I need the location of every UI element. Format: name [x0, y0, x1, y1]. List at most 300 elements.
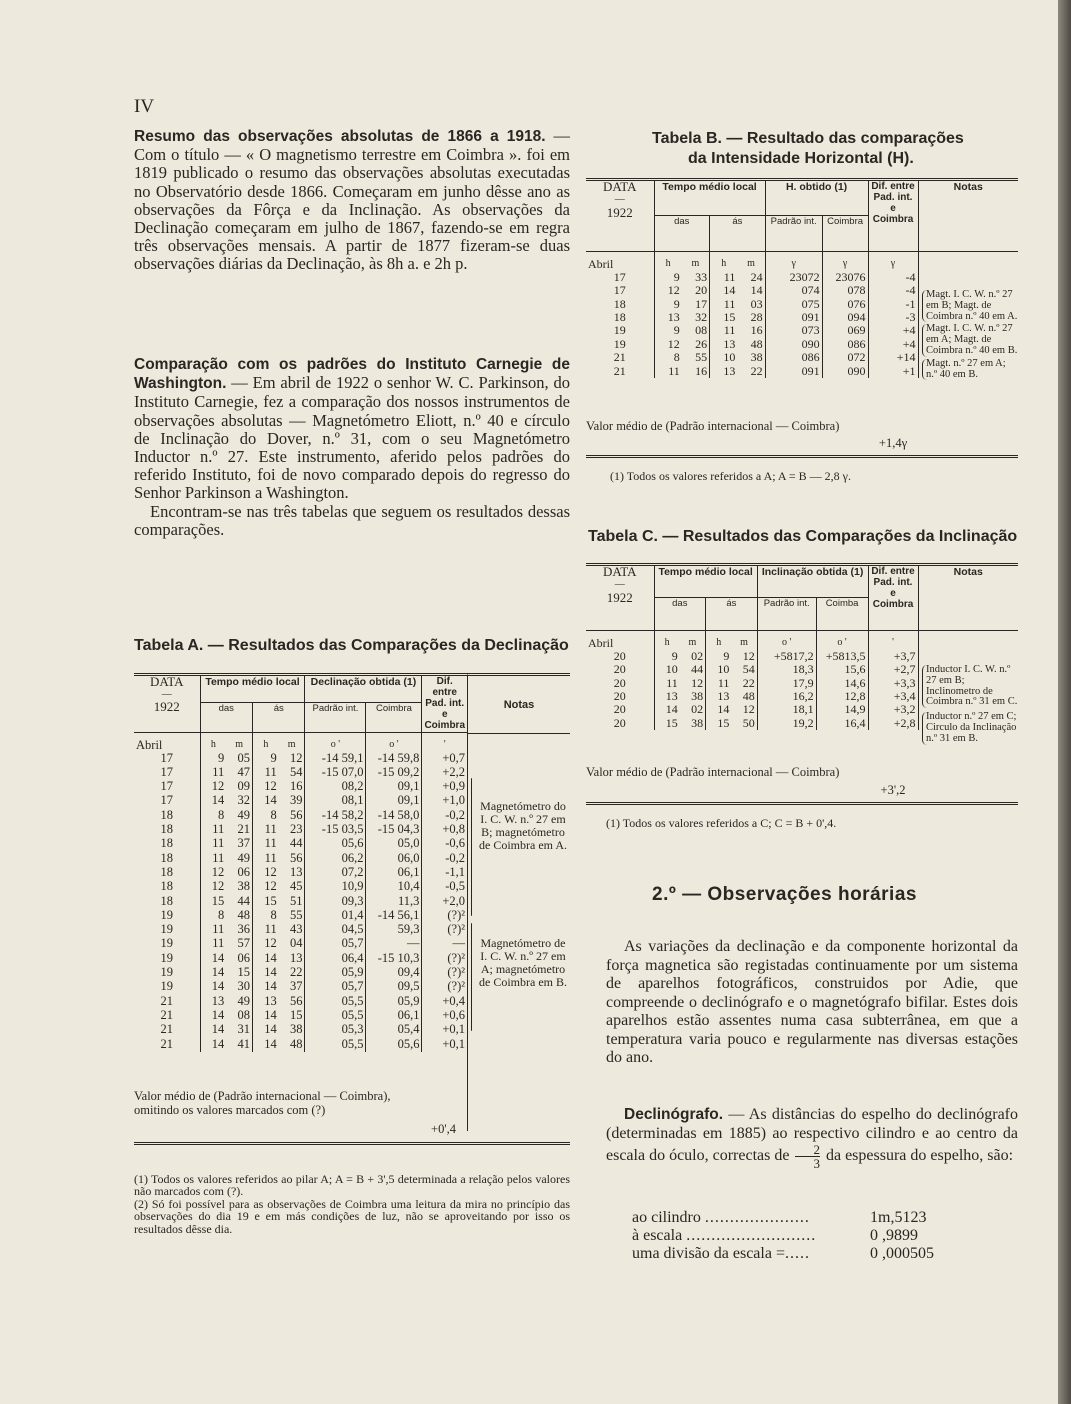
- col-coimbra: Coimbra: [822, 216, 868, 252]
- value-cell: -0,6: [422, 837, 467, 851]
- value-cell: —: [366, 937, 422, 951]
- value-cell: 30: [237, 979, 250, 994]
- value-cell: 48: [237, 907, 250, 922]
- value-cell: 08: [237, 1007, 250, 1022]
- value-cell: 8: [200, 909, 226, 923]
- value-cell: (?)²: [422, 909, 467, 923]
- value-cell: 23076: [822, 271, 868, 284]
- table-b: [586, 178, 1018, 378]
- value-cell: 076: [822, 298, 868, 311]
- col-notas: Notas: [503, 698, 535, 711]
- value-cell: -14 58,0: [366, 809, 422, 823]
- value-cell: 8: [252, 809, 278, 823]
- value-cell: 10: [654, 663, 680, 676]
- table-row: [134, 966, 467, 980]
- value-cell: 10: [710, 351, 738, 364]
- value-cell: 05: [237, 750, 250, 765]
- value-cell: 14,9: [816, 703, 868, 716]
- units-row: [586, 631, 1018, 650]
- value-cell: 05,7: [305, 937, 366, 951]
- table-c-valor-medio-value: +3',2: [880, 783, 906, 797]
- value-cell: 08: [695, 323, 708, 338]
- value-cell: 13: [252, 995, 278, 1009]
- value-cell: 14: [200, 952, 226, 966]
- col-coimbra: Coimbra: [366, 703, 422, 733]
- value-cell: 05,0: [366, 837, 422, 851]
- value-cell: -3: [868, 311, 918, 324]
- table-row: [134, 980, 467, 994]
- value-cell: 11: [252, 852, 278, 866]
- day-cell: 18: [160, 850, 173, 865]
- comparacao-text: — Em abril de 1922 o senhor W. C. Parkinson, do Instituto Carnegie, fez a comparação dos nossos instrumentos de observações absolutas — Magnetómetro Eliott, n.º 40 e círculo de Inclinação do Dover, n.º 31, com o seu Magnetómetro Inductor n.º 27. Este instrumento, aferido pelos padrões do referido Instituto, foi de novo comparado depois do regresso do Senhor Parkinson a Washington.: [134, 373, 571, 503]
- notes-cell: [918, 271, 1018, 284]
- value-cell: 38: [237, 879, 250, 894]
- table-a-valor-medio: Valor médio de (Padrão internacional — Coimbra), omitindo os valores marcados com (?): [134, 1089, 391, 1117]
- value-cell: 9: [200, 752, 226, 766]
- value-cell: 33: [695, 269, 708, 284]
- value-cell: 16,4: [816, 717, 868, 730]
- resumo-paragraph: [134, 127, 570, 274]
- value-cell: 05,6: [366, 1038, 422, 1052]
- table-row: [586, 271, 1018, 284]
- unit-label: m: [688, 637, 697, 648]
- value-cell: 56: [289, 850, 303, 865]
- value-cell: 06,1: [366, 1009, 422, 1023]
- table-a-note-1: Magnetómetro do I. C. W. n.º 27 em B; magnetómetro de Coimbra em A.: [479, 799, 567, 852]
- col-dif: Dif. entre Pad. int. e Coimbra: [868, 565, 918, 631]
- col-obt: Inclinação obtida (1): [757, 565, 868, 598]
- value-cell: 8: [654, 351, 682, 364]
- table-c-note-2: Inductor n.º 27 em C; Circulo da Inclinação n.º 31 em B.: [922, 712, 1018, 744]
- value-cell: 14: [200, 1023, 226, 1037]
- table-b-note-1: Magt. I. C. W. n.º 27 em B; Magt. de Coimbra n.º 40 em A.: [922, 290, 1018, 322]
- units-row: [134, 733, 467, 752]
- day-cell: 21: [160, 1022, 173, 1037]
- value-cell: +4: [868, 324, 918, 337]
- value-cell: 11: [654, 677, 680, 690]
- month-label: Abril: [588, 636, 614, 650]
- table-b-grid: DATA — 1922 Tempo médio local H. obtido (1) Dif. entre Pad. int. e Coimbra Notas das ás Padrão int. Coimbra Abril h m h m γ γ γ 17 9 33 11 24 23072 23076 -4 17 12 20 14 14 074 078 -4 18 9 17 11 03 075 076 -1 18 13 32 15 28 091 094 -3 19 9 08 11 16 073 069 +4 19 12 26 13 48 090 086 +4 21 8 55 10 38 086 072 +14 21 11 16 13 22 091 090 +1: [586, 178, 1018, 378]
- value-cell: 05,5: [305, 1038, 366, 1052]
- value-cell: 12: [252, 937, 278, 951]
- value-cell: 48: [289, 1036, 303, 1051]
- table-c-caption: Tabela C. — Resultados das Comparações da Inclinação: [588, 528, 1018, 545]
- value-cell: 10,4: [366, 880, 422, 894]
- table-b-caption: [652, 129, 982, 169]
- value-cell: 12: [200, 866, 226, 880]
- comparacao-heading: Comparação com os padrões do Instituto Carnegie de Washington.: [134, 356, 570, 393]
- value-cell: 12: [200, 780, 226, 794]
- value-cell: 14: [706, 703, 732, 716]
- value-cell: 11: [710, 324, 738, 337]
- value-cell: 12: [252, 880, 278, 894]
- table-a-notes-column: [467, 673, 570, 1131]
- value-cell: (?)²: [422, 923, 467, 937]
- value-cell: 49: [237, 807, 250, 822]
- value-cell: -0,2: [422, 809, 467, 823]
- declinografo-section: [606, 1105, 1018, 1170]
- table-a-footnote-1: (1) Todos os valores referidos ao pilar A; A = B + 3',5 determinada a relação pelos valores não marcados com (?).: [134, 1172, 570, 1199]
- unit-label: m: [691, 258, 700, 269]
- value-cell: 05,9: [305, 966, 366, 980]
- unit-label: m: [235, 739, 243, 750]
- value-cell: 57: [237, 936, 250, 951]
- units-row: [586, 252, 1018, 271]
- value-cell: -0,2: [422, 852, 467, 866]
- value-cell: 05,5: [305, 995, 366, 1009]
- value-cell: 32: [237, 793, 250, 808]
- value-cell: 06,1: [366, 866, 422, 880]
- unit-label: γ: [868, 252, 918, 271]
- table-a-valor-medio-value: +0',4: [431, 1122, 456, 1136]
- value-cell: +2,8: [868, 717, 918, 730]
- value-cell: -14 56,1: [366, 909, 422, 923]
- fraction-denominator: 3: [813, 1156, 820, 1171]
- value-cell: 090: [822, 365, 868, 378]
- table-row: [134, 1038, 467, 1052]
- day-cell: 21: [160, 1036, 173, 1051]
- value-cell: 51: [289, 893, 303, 908]
- value-cell: 14: [252, 952, 278, 966]
- value-cell: -4: [868, 271, 918, 284]
- unit-label: h: [200, 733, 226, 752]
- table-c-footnote: (1) Todos os valores referidos a C; C = B + 0',4.: [606, 816, 837, 830]
- col-tempo: Tempo médio local: [200, 675, 305, 703]
- value-cell: 09,4: [366, 966, 422, 980]
- value-cell: 44: [289, 836, 303, 851]
- col-year: 1922: [606, 589, 633, 605]
- day-cell: 17: [613, 269, 626, 284]
- value-cell: 11: [200, 852, 226, 866]
- value-cell: +5813,5: [816, 650, 868, 663]
- value-cell: 22: [289, 965, 303, 980]
- constant-value: 0 ,9899: [870, 1227, 918, 1244]
- value-cell: 37: [289, 979, 303, 994]
- value-cell: 38: [289, 1022, 303, 1037]
- col-notas: Notas: [918, 565, 1018, 631]
- table-row: [134, 794, 467, 808]
- value-cell: 54: [289, 764, 303, 779]
- value-cell: +2,7: [868, 663, 918, 676]
- col-das: das: [200, 703, 252, 733]
- day-cell: 18: [613, 296, 626, 311]
- value-cell: (?)²: [422, 966, 467, 980]
- value-cell: 05,4: [366, 1023, 422, 1037]
- value-cell: +1: [868, 365, 918, 378]
- value-cell: 086: [822, 338, 868, 351]
- value-cell: (?)²: [422, 980, 467, 994]
- value-cell: +3,2: [868, 703, 918, 716]
- day-cell: 18: [160, 836, 173, 851]
- value-cell: 06: [237, 950, 250, 965]
- value-cell: 05,6: [305, 837, 366, 851]
- table-row: [134, 952, 467, 966]
- value-cell: -15 04,3: [366, 823, 422, 837]
- value-cell: 01,4: [305, 909, 366, 923]
- value-cell: 09,3: [305, 895, 366, 909]
- table-row: [134, 923, 467, 937]
- horarias-paragraph: As variações da declinação e da componente horizontal da força magnetica são registadas continuamente por um sistema de aparelhos fotográficos, construidos por Adie, que compreende o declinógrafo e o magnetógrafo bifilar. Estes dois aparelhos estão assentes numa casa subterrânea, em que a temperatura varia pouco e regularmente nas diversas estações do ano.: [606, 938, 1018, 1066]
- col-das: das: [654, 598, 706, 631]
- day-cell: 21: [613, 363, 626, 378]
- value-cell: 05,5: [305, 1009, 366, 1023]
- value-cell: -4: [868, 284, 918, 297]
- value-cell: 11: [252, 923, 278, 937]
- value-cell: 14: [200, 966, 226, 980]
- day-cell: 20: [613, 662, 626, 677]
- declinografo-text-after: da: [825, 1147, 842, 1165]
- day-cell: 18: [160, 893, 173, 908]
- value-cell: 9: [654, 271, 682, 284]
- value-cell: —: [422, 937, 467, 951]
- value-cell: 090: [765, 338, 822, 351]
- comparacao-section: [134, 355, 570, 539]
- comparacao-paragraph-2: Encontram-se nas três tabelas que seguem os resultados dessas comparações.: [134, 501, 570, 539]
- value-cell: 11: [252, 766, 278, 780]
- value-cell: 31: [237, 1022, 250, 1037]
- value-cell: 14: [252, 1038, 278, 1052]
- value-cell: +0,1: [422, 1038, 467, 1052]
- col-data: DATA: [602, 564, 637, 579]
- col-coimbra: Coimba: [816, 598, 868, 631]
- table-b-note-3: Magt. n.º 27 em A; n.º 40 em B.: [922, 359, 1018, 381]
- value-cell: -14 59,1: [305, 752, 366, 766]
- resumo-section: [134, 127, 570, 274]
- table-c: [586, 563, 1018, 744]
- value-cell: 26: [695, 336, 708, 351]
- value-cell: 14: [710, 284, 738, 297]
- col-data: DATA: [149, 674, 184, 689]
- value-cell: 08,2: [305, 780, 366, 794]
- table-c-notes: [922, 665, 1018, 745]
- value-cell: 10: [706, 663, 732, 676]
- fraction-numerator: 2: [795, 1143, 820, 1157]
- value-cell: 55: [289, 907, 303, 922]
- table-b-caption-line-2: da Intensidade Horizontal (H).: [688, 150, 914, 167]
- constant-label: à escala ..........................: [632, 1227, 817, 1244]
- value-cell: 17,9: [757, 677, 816, 690]
- value-cell: 44: [691, 662, 704, 677]
- value-cell: 50: [742, 715, 755, 730]
- value-cell: 14: [200, 980, 226, 994]
- value-cell: 02: [691, 648, 704, 663]
- value-cell: 14: [252, 1009, 278, 1023]
- value-cell: 11: [200, 923, 226, 937]
- value-cell: 19,2: [757, 717, 816, 730]
- value-cell: 11: [200, 823, 226, 837]
- col-das: das: [654, 216, 710, 252]
- value-cell: 32: [695, 309, 708, 324]
- table-row: [134, 895, 467, 909]
- value-cell: 14: [200, 794, 226, 808]
- value-cell: 09: [237, 779, 250, 794]
- value-cell: 13: [654, 690, 680, 703]
- value-cell: 9: [654, 324, 682, 337]
- value-cell: +0,1: [422, 1023, 467, 1037]
- value-cell: -1: [868, 298, 918, 311]
- value-cell: 14: [252, 1023, 278, 1037]
- day-cell: 19: [160, 979, 173, 994]
- table-row: [134, 852, 467, 866]
- table-b-valor-medio: Valor médio de (Padrão internacional — Coimbra): [586, 419, 840, 433]
- value-cell: 16: [695, 363, 708, 378]
- value-cell: 16: [289, 779, 303, 794]
- value-cell: +1,0: [422, 794, 467, 808]
- value-cell: 37: [237, 836, 250, 851]
- value-cell: 36: [237, 922, 250, 937]
- value-cell: -15 09,2: [366, 766, 422, 780]
- col-notas: Notas: [918, 180, 1018, 252]
- value-cell: 14: [252, 980, 278, 994]
- value-cell: -15 07,0: [305, 766, 366, 780]
- value-cell: 38: [691, 688, 704, 703]
- value-cell: 11: [710, 271, 738, 284]
- unit-label: γ: [765, 252, 822, 271]
- col-decl: Declinação obtida (1): [305, 675, 422, 703]
- constant-label: uma divisão da escala =.....: [632, 1245, 810, 1262]
- col-as: ás: [706, 598, 758, 631]
- value-cell: 15: [706, 717, 732, 730]
- unit-label: o ': [305, 733, 366, 752]
- unit-label: γ: [822, 252, 868, 271]
- value-cell: 12: [252, 866, 278, 880]
- day-cell: 17: [160, 793, 173, 808]
- day-cell: 17: [160, 764, 173, 779]
- day-cell: 17: [613, 283, 626, 298]
- col-obt: H. obtido (1): [765, 180, 868, 216]
- notes-cell: [918, 631, 1018, 650]
- value-cell: 11: [710, 298, 738, 311]
- value-cell: 15,6: [816, 663, 868, 676]
- day-cell: 20: [613, 648, 626, 663]
- value-cell: 11: [200, 937, 226, 951]
- unit-label: h: [252, 733, 278, 752]
- day-cell: 18: [160, 822, 173, 837]
- value-cell: +14: [868, 351, 918, 364]
- value-cell: 04,5: [305, 923, 366, 937]
- comparacao-paragraph: [134, 355, 570, 503]
- table-row: [134, 752, 467, 766]
- table-row: [134, 909, 467, 923]
- unit-label: m: [747, 258, 755, 269]
- value-cell: 49: [237, 993, 250, 1008]
- value-cell: 02: [691, 702, 704, 717]
- value-cell: 12: [654, 284, 682, 297]
- value-cell: +4: [868, 338, 918, 351]
- constant-row: [632, 1245, 1012, 1263]
- table-row: [134, 866, 467, 880]
- value-cell: 12: [252, 780, 278, 794]
- value-cell: -15 10,3: [366, 952, 422, 966]
- value-cell: 04: [289, 936, 303, 951]
- table-a-footnote-2: (2) Só foi possível para as observações de Coimbra uma leitura da mira no princípio das observações do dia 19 e em más condições de luz, não se aproveitando por isso os resultados dêsse dia.: [134, 1197, 570, 1236]
- value-cell: +0,6: [422, 1009, 467, 1023]
- value-cell: +3,3: [868, 677, 918, 690]
- table-row: [134, 780, 467, 794]
- value-cell: +3,4: [868, 690, 918, 703]
- value-cell: 13: [289, 864, 303, 879]
- table-row: [134, 766, 467, 780]
- value-cell: 45: [289, 879, 303, 894]
- col-data: DATA: [602, 179, 637, 194]
- value-cell: 091: [765, 365, 822, 378]
- value-cell: 44: [237, 893, 250, 908]
- day-cell: 18: [160, 807, 173, 822]
- value-cell: 56: [289, 993, 303, 1008]
- value-cell: -14 59,8: [366, 752, 422, 766]
- unit-label: o ': [757, 631, 816, 650]
- value-cell: 15: [200, 895, 226, 909]
- col-padrao: Padrão int.: [765, 216, 822, 252]
- day-cell: 19: [160, 936, 173, 951]
- day-cell: 20: [613, 715, 626, 730]
- value-cell: 12: [200, 880, 226, 894]
- unit-label: h: [710, 252, 738, 271]
- value-cell: 49: [237, 850, 250, 865]
- table-row: [586, 650, 1018, 663]
- value-cell: 16,2: [757, 690, 816, 703]
- col-tempo: Tempo médio local: [654, 565, 757, 598]
- col-dif: Dif. entre Pad. int. e Coimbra: [868, 180, 918, 252]
- day-cell: 19: [160, 950, 173, 965]
- value-cell: +2,0: [422, 895, 467, 909]
- day-cell: 19: [160, 907, 173, 922]
- day-cell: 21: [160, 993, 173, 1008]
- value-cell: 9: [252, 752, 278, 766]
- day-cell: 20: [613, 702, 626, 717]
- table-row: [134, 880, 467, 894]
- value-cell: 15: [289, 1007, 303, 1022]
- value-cell: 23072: [765, 271, 822, 284]
- unit-label: o ': [366, 733, 422, 752]
- table-b-note-2: Magt. I. C. W. n.º 27 em A; Magt. de Coimbra n.º 40 em B.: [922, 324, 1018, 356]
- table-row: [134, 837, 467, 851]
- value-cell: +0,4: [422, 995, 467, 1009]
- table-a: [134, 673, 467, 1052]
- fraction: [795, 1143, 820, 1170]
- value-cell: 11: [200, 837, 226, 851]
- day-cell: 18: [160, 864, 173, 879]
- value-cell: 13: [654, 311, 682, 324]
- value-cell: 11: [654, 365, 682, 378]
- value-cell: 03: [750, 296, 763, 311]
- value-cell: 17: [695, 296, 708, 311]
- value-cell: 08,1: [305, 794, 366, 808]
- col-year: 1922: [606, 204, 633, 220]
- table-b-notes: [922, 290, 1018, 380]
- value-cell: 12: [654, 338, 682, 351]
- day-cell: 19: [613, 336, 626, 351]
- value-cell: 22: [742, 675, 755, 690]
- col-tempo: Tempo médio local: [654, 180, 765, 216]
- value-cell: 41: [237, 1036, 250, 1051]
- value-cell: 22: [750, 363, 763, 378]
- value-cell: 47: [237, 764, 250, 779]
- value-cell: 091: [765, 311, 822, 324]
- col-as: ás: [252, 703, 304, 733]
- col-year: 1922: [153, 699, 180, 715]
- table-b-caption-line-1: Tabela B. — Resultado das comparações: [652, 130, 964, 147]
- value-cell: 39: [289, 793, 303, 808]
- value-cell: +2,2: [422, 766, 467, 780]
- resumo-heading: Resumo das observações absolutas de 1866 a 1918.: [134, 128, 546, 145]
- value-cell: 094: [822, 311, 868, 324]
- unit-label: h: [706, 631, 732, 650]
- value-cell: 05,3: [305, 1023, 366, 1037]
- value-cell: 072: [822, 351, 868, 364]
- value-cell: 13: [710, 365, 738, 378]
- table-b-valor-medio-value: +1,4γ: [878, 436, 908, 450]
